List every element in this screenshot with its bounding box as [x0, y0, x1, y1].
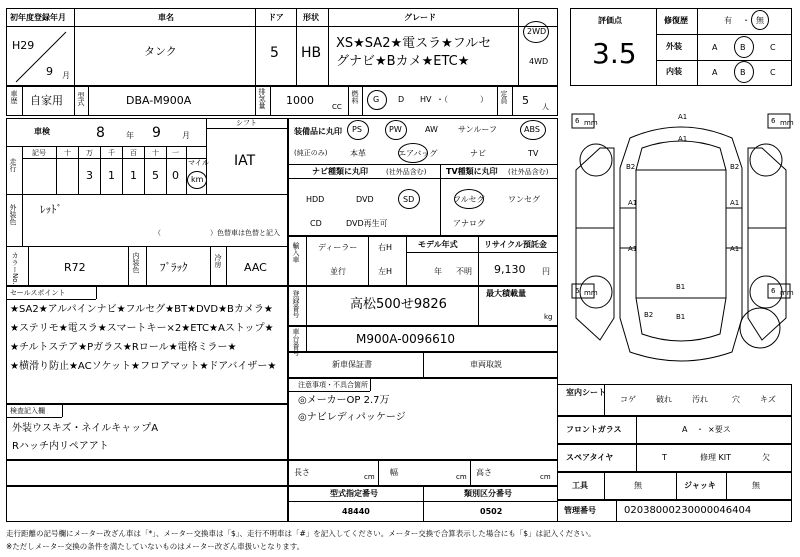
diag-label-4: B2 [730, 163, 740, 171]
equipment-label: 装備品に丸印 [294, 127, 342, 136]
sales-point-line-1: ★SA2★アルパインナビ★フルセグ★BT★DVD★Bカメラ★ [10, 304, 273, 315]
car-diagram [570, 108, 792, 382]
fuel-other: ・（ ） [436, 95, 488, 104]
grade-line2: グナビ★Bカメ★ETC★ [336, 54, 470, 69]
year-label: 初年度登録年月 [10, 13, 66, 22]
registration-value: 高松500せ9826 [350, 297, 447, 312]
inspection-year: 8 [96, 125, 105, 141]
registration-label: 登録番号 [292, 290, 300, 318]
chassis-label: 車台番号 [292, 328, 300, 356]
recycle-value: 9,130 [494, 263, 526, 276]
digit-header-2: 千 [108, 149, 115, 157]
interior-item-5: キズ [760, 395, 776, 404]
diag-label-11: B1 [676, 313, 686, 321]
windshield-sep: ・ [696, 425, 704, 434]
warranty-manual: 車両取説 [470, 360, 502, 369]
year-value: H29 [12, 39, 35, 52]
warranty-new: 新車保証書 [332, 360, 372, 369]
equip-ps: PS [352, 125, 362, 134]
month-unit: 月 [62, 71, 70, 80]
doors-label: ドア [268, 13, 284, 22]
color-value: ﾚｯﾄﾞ [40, 203, 62, 216]
diag-label-3: B2 [626, 163, 636, 171]
exterior-b: B [740, 43, 746, 52]
color-no-value: R72 [64, 261, 86, 274]
import-parallel: 並行 [330, 267, 346, 276]
inspection-month: 9 [152, 125, 161, 141]
tv-sub: (社外品含む) [508, 168, 549, 176]
shape-label: 形状 [303, 13, 319, 22]
windshield-replace: ×要ス [708, 425, 731, 434]
usage-value: 自家用 [30, 94, 63, 107]
notes-line-2: ◎ナビレディパッケージ [298, 412, 406, 423]
model-year-unknown: 不明 [456, 267, 472, 276]
interior-item-2: 破れ [656, 395, 672, 404]
tv-title: TV種類に丸印 [446, 167, 498, 176]
spare-tire-label: スペアタイヤ [566, 453, 614, 462]
tire-fl-unit: mm [584, 119, 598, 127]
displacement-label: 排気量 [258, 88, 266, 109]
capacity-value: 5 [522, 94, 529, 107]
exterior-label: 外装 [666, 42, 682, 51]
capacity-label: 定員 [500, 90, 508, 104]
fuel-hv: HV [420, 95, 432, 104]
usage-label: 車歴 [10, 90, 18, 104]
sales-point-line-3: ★チルトステア★Pガラス★Rロール★電格ミラー★ [10, 342, 237, 353]
footer-line-1: 走行距離の記号欄にメーター改ざん車は「*」、メーター交換車は「$」、走行不明車は「#」を記入してください。メーター交換で合算表示した場合にも「$」は記入ください。 [6, 529, 596, 538]
equip-airbag: エアバッグ [398, 149, 438, 158]
grade-line1: XS★SA2★電スラ★フルセ [336, 36, 492, 51]
tv-analog: アナログ [453, 219, 485, 228]
inspector-line-1: 外装ウスキズ・ネイルキャップA [12, 423, 159, 434]
unit-km: km [191, 175, 204, 184]
mileage-digit-4: 5 [152, 169, 159, 182]
equip-navi: ナビ [470, 149, 486, 158]
diag-label-10: B2 [644, 311, 654, 319]
tire-fl: 6 [575, 117, 580, 125]
car-name-value: タンク [144, 45, 177, 58]
drive-2wd: 2WD [527, 27, 547, 36]
interior-item-3: 汚れ [692, 395, 708, 404]
recycle-unit: 円 [542, 267, 550, 276]
equip-abs: ABS [524, 125, 540, 134]
notes-label: 注意事項・不具合箇所 [298, 381, 368, 389]
diag-label-1: A1 [678, 113, 688, 121]
equip-pw: PW [389, 125, 402, 134]
displacement-unit: CC [332, 103, 342, 111]
dim-length-unit: cm [364, 473, 375, 481]
notes-line-1: ◎メーカーOP 2.7万 [298, 395, 390, 406]
inspector-label: 検査記入欄 [10, 407, 45, 415]
model-value: DBA-M900A [126, 94, 192, 107]
dim-width-unit: cm [456, 473, 467, 481]
mileage-digit-1: 3 [86, 169, 93, 182]
shift-label: シフト [236, 119, 257, 127]
management-value: 02038000230000046404 [624, 505, 752, 516]
tv-oneseg: ワンセグ [508, 195, 540, 204]
exterior-c: C [770, 43, 776, 52]
tools-value: 無 [634, 481, 642, 490]
equip-leather: 本革 [350, 149, 366, 158]
interior-color-label: 内装色 [132, 252, 140, 273]
capacity-unit: 人 [542, 103, 549, 111]
navi-cd: CD [310, 219, 322, 228]
repair-yes: 有 [724, 16, 732, 25]
max-load-label: 最大積載量 [486, 289, 526, 298]
dim-width-label: 幅 [390, 468, 398, 477]
diag-label-2: A1 [678, 135, 688, 143]
import-dealer: ディーラー [318, 243, 358, 252]
diag-label-5: A1 [628, 199, 638, 207]
navi-title: ナビ種類に丸印 [312, 167, 368, 176]
model-year-year: 年 [434, 267, 442, 276]
digit-header-4: 十 [152, 149, 159, 157]
interior-color-value: ﾌﾞﾗｯｸ [160, 261, 188, 274]
import-right-h: 右H [378, 243, 393, 252]
shape-value: HB [301, 45, 322, 61]
diag-label-6: A1 [730, 199, 740, 207]
navi-dvd-play: DVD再生可 [346, 219, 388, 228]
ac-label: 冷房 [214, 254, 222, 268]
car-name-label: 車名 [158, 13, 174, 22]
equipment-sub: (純正のみ) [294, 149, 328, 157]
digit-header-1: 万 [86, 149, 93, 157]
month-value: 9 [46, 65, 53, 78]
displacement-value: 1000 [286, 94, 314, 107]
drive-4wd: 4WD [529, 57, 549, 66]
color-label: 外装色 [9, 204, 17, 225]
equip-tv: TV [528, 149, 539, 158]
rating-value: 3.5 [592, 37, 637, 70]
mileage-digit-3: 1 [130, 169, 137, 182]
tv-fullseg: フルセグ [453, 195, 485, 204]
interior-sheet-label: 室内シート [566, 388, 606, 397]
digit-header-5: 一 [172, 149, 179, 157]
dim-height-unit: cm [540, 473, 551, 481]
mileage-digit-5: 0 [172, 169, 179, 182]
tire-fr: 6 [771, 117, 776, 125]
windshield-a: A [682, 425, 688, 434]
import-label: 輸入車 [292, 242, 300, 263]
chassis-value: M900A-0096610 [356, 332, 455, 346]
interior-c: C [770, 68, 776, 77]
max-load-unit: kg [544, 313, 553, 321]
interior-a: A [712, 68, 718, 77]
model-label: 型式 [77, 92, 85, 106]
color-no-label: カラーNo. [11, 252, 19, 285]
management-label: 管理番号 [564, 506, 596, 515]
color-note: （ ）色替車は色替と記入 [154, 229, 280, 237]
dim-height-label: 高さ [476, 468, 492, 477]
sales-point-line-2: ★ステリモ★電スラ★スマートキー×2★ETC★Aストップ★ [10, 323, 274, 334]
diag-label-9: B1 [676, 283, 686, 291]
ac-value: AAC [244, 261, 267, 274]
fuel-label: 燃料 [351, 90, 359, 104]
diag-label-8: A1 [730, 245, 740, 253]
digit-header-3: 百 [130, 149, 137, 157]
type-number-label: 型式指定番号 [330, 489, 378, 498]
inspection-month-unit: 月 [182, 131, 190, 140]
inspector-line-2: Rハッチ内リペアアト [12, 441, 109, 452]
unit-mile: マイル [188, 159, 209, 167]
tire-rl: 6 [575, 287, 580, 295]
diag-label-7: A1 [628, 245, 638, 253]
interior-b: B [740, 68, 746, 77]
repair-label: 修復歴 [664, 16, 688, 25]
model-year-label: モデル年式 [418, 240, 458, 249]
inspection-year-unit: 年 [126, 131, 134, 140]
dimensions-block [288, 460, 558, 486]
exterior-a: A [712, 43, 718, 52]
spare-tire-repair: 修理 KIT [700, 453, 732, 462]
repair-no: 無 [756, 16, 764, 25]
inspection-label: 車検 [34, 127, 50, 136]
mileage-label: 走行 [9, 158, 17, 172]
fuel-g: G [373, 95, 380, 104]
equip-aw: AW [425, 125, 438, 134]
rating-label: 評価点 [598, 16, 622, 25]
spare-tire-none: 欠 [762, 453, 770, 462]
windshield-label: フロントガラス [566, 425, 622, 434]
tire-rl-unit: mm [584, 289, 598, 297]
spare-tire-t: T [662, 453, 667, 462]
class-number-value: 0502 [480, 507, 503, 516]
type-number-value: 48440 [342, 507, 370, 516]
footer-line-2: ※ただしメーター交換の条件を満たしていないものはメーター改ざん車扱いとなります。 [6, 542, 305, 551]
class-number-label: 類別区分番号 [464, 489, 512, 498]
sales-points-label: セールスポイント [10, 289, 66, 297]
equip-sunroof: サンルーフ [458, 125, 497, 134]
navi-sd: SD [403, 195, 415, 204]
jack-value: 無 [752, 481, 760, 490]
interior-item-1: コゲ [620, 395, 636, 404]
interior-item-4: 穴 [732, 395, 740, 404]
recycle-label: リサイクル預託金 [484, 240, 547, 249]
interior-label: 内装 [666, 67, 682, 76]
digit-header-0: 十 [64, 149, 71, 157]
tire-fr-unit: mm [780, 119, 794, 127]
mileage-mark-label: 記号 [32, 149, 46, 157]
shift-value: IAT [234, 153, 256, 169]
dim-length-label: 長さ [294, 468, 310, 477]
fuel-d: D [398, 95, 405, 104]
repair-sep: ・ [742, 16, 750, 25]
import-left-h: 左H [378, 267, 393, 276]
jack-label: ジャッキ [684, 481, 716, 490]
navi-dvd: DVD [356, 195, 374, 204]
mileage-digit-2: 1 [108, 169, 115, 182]
tire-rr-unit: mm [780, 289, 794, 297]
tire-rr: 6 [771, 287, 776, 295]
doors-value: 5 [270, 45, 279, 61]
navi-sub: (社外品含む) [386, 168, 427, 176]
navi-hdd: HDD [306, 195, 325, 204]
tools-label: 工具 [572, 481, 588, 490]
sales-point-line-4: ★横滑り防止★ACソケット★フロアマット★ドアバイザー★ [10, 361, 277, 372]
grade-label: グレード [404, 13, 436, 22]
